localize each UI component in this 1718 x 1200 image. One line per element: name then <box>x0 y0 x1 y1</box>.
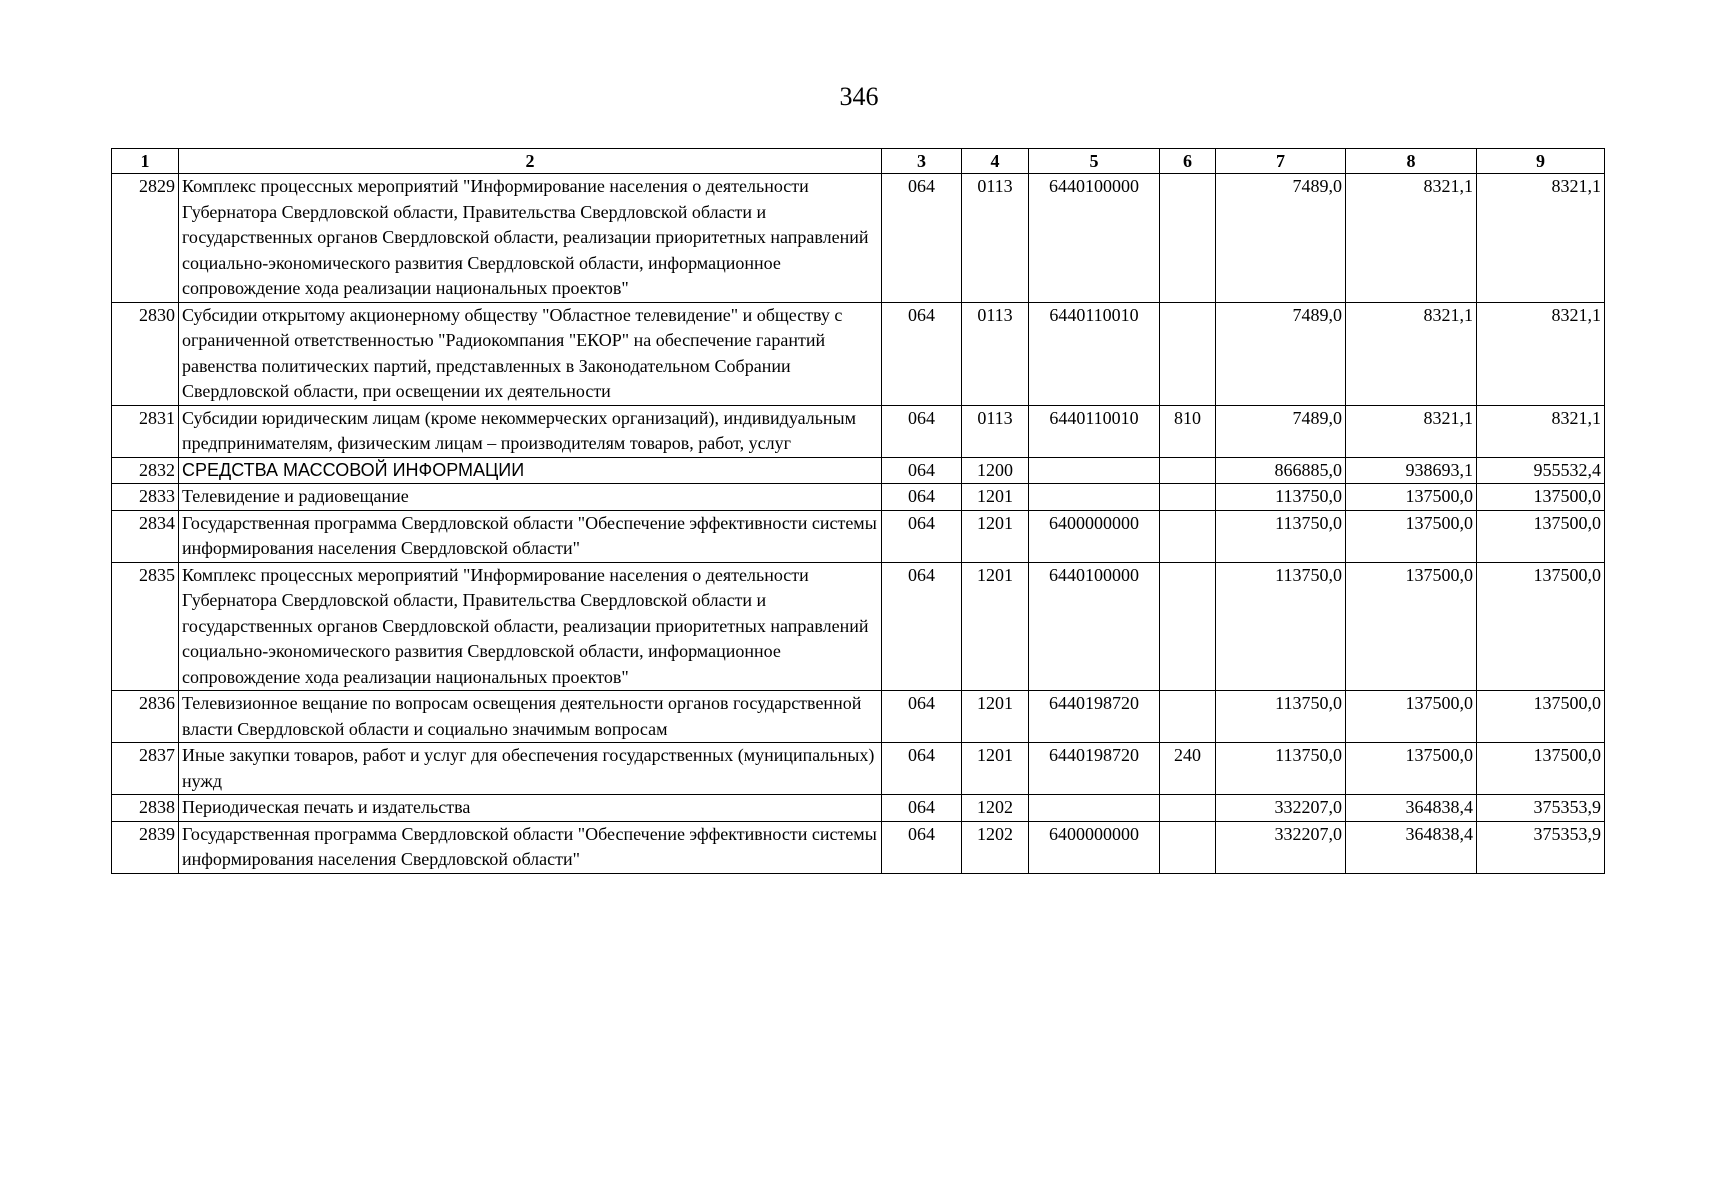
header-cell: 2 <box>179 149 882 174</box>
ministry-code-cell: 064 <box>882 743 962 795</box>
target-article-cell: 6440198720 <box>1029 743 1160 795</box>
amount-col7-cell: 113750,0 <box>1216 562 1346 691</box>
amount-col8-cell: 364838,4 <box>1346 795 1477 822</box>
expense-type-cell <box>1160 821 1216 873</box>
amount-col7-cell: 7489,0 <box>1216 302 1346 405</box>
amount-col8-cell: 137500,0 <box>1346 510 1477 562</box>
target-article-cell: 6440110010 <box>1029 302 1160 405</box>
target-article-cell: 6440110010 <box>1029 405 1160 457</box>
target-article-cell: 6400000000 <box>1029 821 1160 873</box>
item-name-cell: Комплекс процессных мероприятий "Информирование населения о деятельности Губернатора Свердловской области, Правительства Свердловской области и государственных органов Свердловской области, реализации приоритетных направлений социально-экономического развития Свердловской области, информационное сопровождение хода реализации национальных проектов" <box>179 174 882 303</box>
amount-col8-cell: 8321,1 <box>1346 174 1477 303</box>
amount-col8-cell: 8321,1 <box>1346 302 1477 405</box>
table-row <box>112 484 1605 511</box>
amount-col9-cell: 955532,4 <box>1477 457 1605 484</box>
amount-col9-cell: 137500,0 <box>1477 743 1605 795</box>
amount-col8-cell: 137500,0 <box>1346 484 1477 511</box>
amount-col9-cell: 8321,1 <box>1477 174 1605 303</box>
section-code-cell: 1201 <box>962 691 1029 743</box>
amount-col7-cell: 332207,0 <box>1216 795 1346 822</box>
item-name-cell: Государственная программа Свердловской области "Обеспечение эффективности системы информирования населения Свердловской области" <box>179 821 882 873</box>
header-row <box>112 149 1605 174</box>
header-cell: 1 <box>112 149 179 174</box>
amount-col9-cell: 375353,9 <box>1477 821 1605 873</box>
amount-col9-cell: 8321,1 <box>1477 405 1605 457</box>
ministry-code-cell: 064 <box>882 484 962 511</box>
row-number-cell: 2832 <box>112 457 179 484</box>
header-cell: 8 <box>1346 149 1477 174</box>
amount-col7-cell: 866885,0 <box>1216 457 1346 484</box>
expense-type-cell <box>1160 174 1216 303</box>
row-number-cell: 2839 <box>112 821 179 873</box>
row-number-cell: 2835 <box>112 562 179 691</box>
amount-col9-cell: 137500,0 <box>1477 691 1605 743</box>
amount-col8-cell: 938693,1 <box>1346 457 1477 484</box>
amount-col7-cell: 7489,0 <box>1216 405 1346 457</box>
ministry-code-cell: 064 <box>882 510 962 562</box>
amount-col9-cell: 137500,0 <box>1477 510 1605 562</box>
amount-col7-cell: 7489,0 <box>1216 174 1346 303</box>
section-code-cell: 1202 <box>962 795 1029 822</box>
row-number-cell: 2836 <box>112 691 179 743</box>
ministry-code-cell: 064 <box>882 302 962 405</box>
page-number: 346 <box>839 82 879 111</box>
table-row <box>112 821 1605 873</box>
item-name-cell: Телевидение и радиовещание <box>179 484 882 511</box>
row-number-cell: 2831 <box>112 405 179 457</box>
amount-col7-cell: 332207,0 <box>1216 821 1346 873</box>
ministry-code-cell: 064 <box>882 821 962 873</box>
target-article-cell <box>1029 484 1160 511</box>
budget-table <box>111 148 1605 874</box>
item-name-cell: Государственная программа Свердловской области "Обеспечение эффективности системы информирования населения Свердловской области" <box>179 510 882 562</box>
section-code-cell: 1200 <box>962 457 1029 484</box>
target-article-cell: 6400000000 <box>1029 510 1160 562</box>
header-cell: 7 <box>1216 149 1346 174</box>
ministry-code-cell: 064 <box>882 405 962 457</box>
ministry-code-cell: 064 <box>882 795 962 822</box>
section-code-cell: 1201 <box>962 510 1029 562</box>
expense-type-cell <box>1160 484 1216 511</box>
amount-col9-cell: 375353,9 <box>1477 795 1605 822</box>
header-cell: 4 <box>962 149 1029 174</box>
row-number-cell: 2838 <box>112 795 179 822</box>
ministry-code-cell: 064 <box>882 174 962 303</box>
amount-col7-cell: 113750,0 <box>1216 743 1346 795</box>
expense-type-cell: 810 <box>1160 405 1216 457</box>
header-cell: 3 <box>882 149 962 174</box>
item-name-cell: Телевизионное вещание по вопросам освещения деятельности органов государственной власти Свердловской области и социально значимым вопросам <box>179 691 882 743</box>
item-name-cell: Субсидии юридическим лицам (кроме некоммерческих организаций), индивидуальным предпринимателям, физическим лицам – производителям товаров, работ, услуг <box>179 405 882 457</box>
item-name-cell: Иные закупки товаров, работ и услуг для обеспечения государственных (муниципальных) нужд <box>179 743 882 795</box>
expense-type-cell <box>1160 562 1216 691</box>
item-name-cell: Периодическая печать и издательства <box>179 795 882 822</box>
target-article-cell <box>1029 795 1160 822</box>
ministry-code-cell: 064 <box>882 457 962 484</box>
expense-type-cell <box>1160 691 1216 743</box>
amount-col7-cell: 113750,0 <box>1216 691 1346 743</box>
table-row <box>112 457 1605 484</box>
table-row <box>112 510 1605 562</box>
section-code-cell: 0113 <box>962 405 1029 457</box>
ministry-code-cell: 064 <box>882 691 962 743</box>
amount-col7-cell: 113750,0 <box>1216 484 1346 511</box>
target-article-cell: 6440100000 <box>1029 562 1160 691</box>
expense-type-cell <box>1160 795 1216 822</box>
table-row <box>112 562 1605 691</box>
amount-col9-cell: 137500,0 <box>1477 484 1605 511</box>
table-body <box>112 174 1605 874</box>
amount-col8-cell: 137500,0 <box>1346 743 1477 795</box>
expense-type-cell <box>1160 510 1216 562</box>
table-row <box>112 691 1605 743</box>
section-code-cell: 1201 <box>962 743 1029 795</box>
row-number-cell: 2837 <box>112 743 179 795</box>
ministry-code-cell: 064 <box>882 562 962 691</box>
target-article-cell <box>1029 457 1160 484</box>
amount-col8-cell: 8321,1 <box>1346 405 1477 457</box>
row-number-cell: 2829 <box>112 174 179 303</box>
header-cell: 5 <box>1029 149 1160 174</box>
expense-type-cell <box>1160 457 1216 484</box>
table-row <box>112 743 1605 795</box>
header-cell: 6 <box>1160 149 1216 174</box>
section-code-cell: 1201 <box>962 484 1029 511</box>
section-code-cell: 0113 <box>962 302 1029 405</box>
amount-col8-cell: 364838,4 <box>1346 821 1477 873</box>
header-cell: 9 <box>1477 149 1605 174</box>
amount-col9-cell: 8321,1 <box>1477 302 1605 405</box>
amount-col7-cell: 113750,0 <box>1216 510 1346 562</box>
row-number-cell: 2830 <box>112 302 179 405</box>
section-code-cell: 1201 <box>962 562 1029 691</box>
amount-col9-cell: 137500,0 <box>1477 562 1605 691</box>
table-row <box>112 795 1605 822</box>
amount-col8-cell: 137500,0 <box>1346 562 1477 691</box>
section-code-cell: 0113 <box>962 174 1029 303</box>
row-number-cell: 2834 <box>112 510 179 562</box>
target-article-cell: 6440100000 <box>1029 174 1160 303</box>
expense-type-cell <box>1160 302 1216 405</box>
expense-type-cell: 240 <box>1160 743 1216 795</box>
item-name-cell: Субсидии открытому акционерному обществу "Областное телевидение" и обществу с ограниченной ответственностью "Радиокомпания "ЕКОР" на обеспечение гарантий равенства политических партий, представленных в Законодательном Собрании Свердловской области, при освещении их деятельности <box>179 302 882 405</box>
section-code-cell: 1202 <box>962 821 1029 873</box>
table-row <box>112 405 1605 457</box>
row-number-cell: 2833 <box>112 484 179 511</box>
item-name-cell: Комплекс процессных мероприятий "Информирование населения о деятельности Губернатора Свердловской области, Правительства Свердловской области и государственных органов Свердловской области, реализации приоритетных направлений социально-экономического развития Свердловской области, информационное сопровождение хода реализации национальных проектов" <box>179 562 882 691</box>
target-article-cell: 6440198720 <box>1029 691 1160 743</box>
amount-col8-cell: 137500,0 <box>1346 691 1477 743</box>
table-row <box>112 174 1605 303</box>
table-row <box>112 302 1605 405</box>
item-name-cell: СРЕДСТВА МАССОВОЙ ИНФОРМАЦИИ <box>179 457 882 484</box>
